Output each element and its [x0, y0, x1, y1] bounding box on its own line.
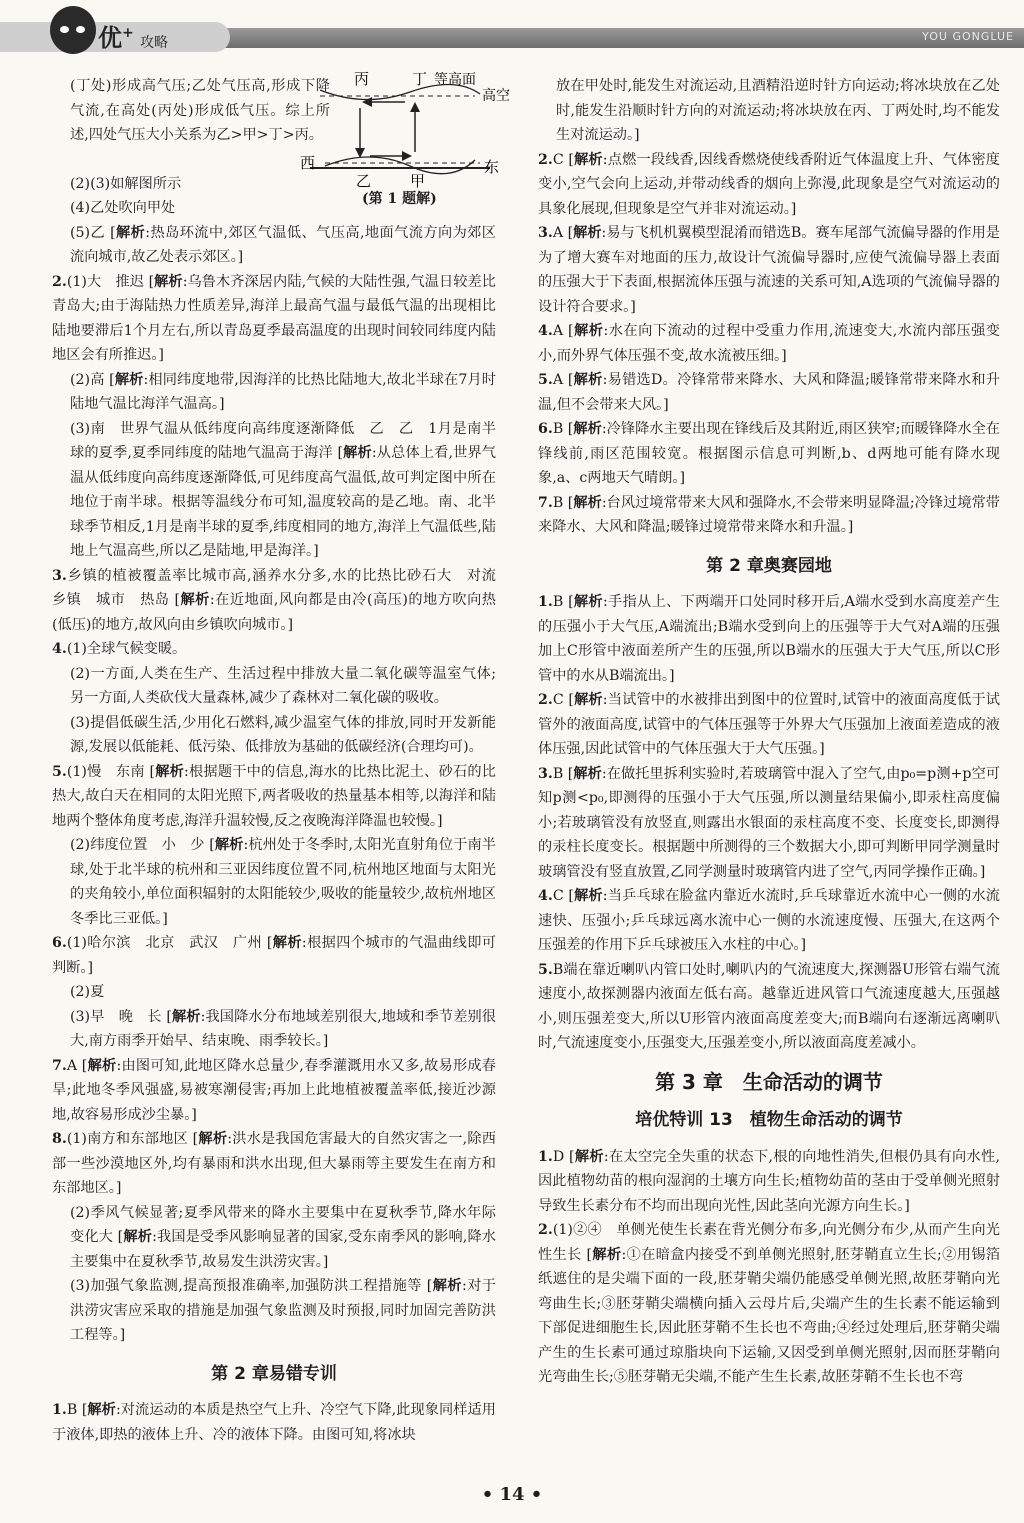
page-number: • 14 •: [481, 1484, 543, 1505]
special-q1: 1.D [解析:在太空完全失重的状态下,根的向地性消失,但根仍具有向水性,因此植物幼苗的根向湿润的土壤方向生长;植物幼苗的茎由于受单侧光照射导致生长素分布不均而出现向光性,因此茎向光源方向生长。]: [538, 1148, 1000, 1214]
q6-part2: (2)夏: [70, 984, 105, 1000]
q1-part5: (5)乙 [解析:热岛环流中,郊区气温低、气压高,地面气流方向为郊区流向城市,故乙处表示郊区。]: [70, 224, 496, 265]
aosai-q3: 3.B [解析:在做托里拆利实验时,若玻璃管中混入了空气,由p₀=p测+p空可知p测<p₀,即测得的压强小于大气压强,所以测量结果偏小,即汞柱高度偏小;若玻璃管没有放竖直,则露出水银面的汞柱高度不变、长度变长,即测得的汞柱长度变长。根据题中所测得的三个数据大小,即可判断甲同学测量时玻璃管没有竖直放置,乙同学测量时玻璃管内进了空气,丙同学操作正确。]: [538, 765, 1000, 880]
q5-part1: 5.(1)慢 东南 [解析:根据题干中的信息,海水的比热比泥土、砂石的比热大,故白天在相同的太阳光照下,两者吸收的热量基本相等,以海洋和陆地两个整体角度考虑,海洋升温较慢,反之夜晚海洋降温也较慢。]: [52, 763, 496, 829]
mascot-icon: [50, 6, 96, 54]
label-east: 东: [484, 158, 500, 176]
label-yi: 乙: [356, 172, 372, 190]
header-band: [150, 28, 1024, 48]
brand-title: 优+: [98, 23, 134, 52]
right-column: [538, 74, 1000, 1390]
yicuo-q5: 5.A [解析:易错选D。冷锋常带来降水、大风和降温;暖锋常带来降水和升温,但不会带来大风。]: [538, 372, 1000, 413]
label-isobar: 等高面: [434, 72, 476, 88]
yicuo-q1-cont: 放在甲处时,能发生对流运动,且酒精沿逆时针方向运动;将冰块放在乙处时,能发生沿顺时针方向的对流运动;将冰块放在丙、丁两处时,均不能发生对流运动。]: [556, 78, 1000, 143]
label-bing: 丙: [354, 70, 370, 88]
q7: 7.A [解析:由图可知,此地区降水总量少,春季灌溉用水又多,故易形成春旱;此地冬季风强盛,易被寒潮侵害;再加上此地植被覆盖率低,接近沙源地,故容易形成沙尘暴。]: [52, 1057, 496, 1123]
section-title-aosai: 第 2 章奥赛园地: [706, 555, 832, 576]
yicuo-q1: 1.B [解析:对流运动的本质是热空气上升、冷空气下降,此现象同样适用于液体,即热的液体上升、冷的液体下降。由图可知,将冰块: [52, 1402, 496, 1443]
brand-suffix: 攻略: [140, 35, 168, 51]
q2-part3: (3)南 世界气温从低纬度向高纬度逐渐降低 乙 乙 1月是南半球的夏季,夏季同纬度的陆地气温高于海洋 [解析:从总体上看,世界气温从低纬度向高纬度逐渐降低,可见纬度高气温低,故可判定图中所在地位于南半球。根据等温线分布可知,温度较高的是乙地。南、北半球季节相反,1月是南半球的夏季,纬度相同的地方,海洋上气温低些,陆地上气温高些,所以乙是陆地,甲是海洋。]: [70, 420, 496, 559]
brand-pinyin: YOU GONGLUE: [922, 30, 1014, 43]
label-ding: 丁: [412, 70, 428, 88]
aosai-q2: 2.C [解析:当试管中的水被排出到图中的位置时,试管中的液面高度低于试管外的液面高度,试管中的气体压强等于外界大气压强加上液面差造成的液体压强,因此试管中的气体压强大于大气压强。]: [538, 692, 1000, 757]
q4-part2: (2)一方面,人类在生产、生活过程中排放大量二氧化碳等温室气体;另一方面,人类砍伐大量森林,减少了森林对二氧化碳的吸收。: [70, 665, 496, 706]
aosai-q5: 5.B端在靠近喇叭内管口处时,喇叭内的气流速度大,探测器U形管右端气流速度小,故探测器内液面左低右高。越靠近进风管口气流速度越大,压强越小,则压强差变大,所以U形管内液面高度差变大;而B端向右逐渐远离喇叭时,气流速度变小,压强变大,压强差变小,所以液面高度差减小。: [538, 961, 1000, 1051]
chapter-title: 第 3 章 生命活动的调节: [655, 1069, 883, 1094]
section-title-13: 培优特训 13 植物生命活动的调节: [635, 1110, 903, 1130]
section-title-yicuo: 第 2 章易错专训: [211, 1363, 337, 1384]
yicuo-q2: 2.C [解析:点燃一段线香,因线香燃烧使线香附近气体温度上升、气体密度变小,空气会向上运动,并带动线香的烟向上弥漫,此现象是空气对流运动的具象化展现,但现象是空气并非对流运动。]: [538, 151, 1000, 217]
yicuo-q6: 6.B [解析:冷锋降水主要出现在锋线后及其附近,雨区狭窄;而暖锋降水全在锋线前,雨区范围较宽。根据图示信息可判断,b、d两地可能有降水现象,a、c两地天气晴朗。]: [538, 421, 1000, 486]
yicuo-q4: 4.A [解析:水在向下流动的过程中受重力作用,流速变大,水流内部压强变小,而外界气体压强不变,故水流被压细。]: [538, 323, 1000, 364]
label-high: 高空: [482, 88, 510, 104]
left-column: [52, 74, 511, 1447]
q6-part3: (3)早 晚 长 [解析:我国降水分布地域差别很大,地域和季节差别很大,南方雨季开始早、结束晚、雨季较长。]: [70, 1008, 496, 1049]
yicuo-q7: 7.B [解析:台风过境常带来大风和强降水,不会带来明显降温;冷锋过境常带来降水、大风和降温;暖锋过境常带来降水和升温。]: [538, 494, 1000, 535]
q1-part1: (丁处)形成高气压;乙处气压高,形成下降气流,在高处(丙处)形成低气压。综上所述,四处气压大小关系为乙>甲>丁>丙。: [70, 78, 330, 143]
yicuo-q3: 3.A [解析:易与飞机机翼模型混淆而错选B。赛车尾部气流偏导器的作用是为了增大赛车对地面的压力,故设计气流偏导器时,应使气流偏导器上表面的压强大于下表面,根据流体压强与流速的关系可知,A选项的气流偏导器的设计符合要求。]: [538, 225, 1000, 315]
q4-part1: 4.(1)全球气候变暖。: [52, 641, 187, 657]
q3: 3.乡镇的植被覆盖率比城市高,涵养水分多,水的比热比砂石大 对流 乡镇 城市 热岛 [解析:在近地面,风向都是由冷(高压)的地方吹向热(低压)的地方,故风向由乡镇吹向城市。]: [52, 567, 511, 633]
q5-part2: (2)纬度位置 小 少 [解析:杭州处于冬季时,太阳光直射角位于南半球,处于北半球的杭州和三亚因纬度位置不同,杭州地区地面与太阳光的夹角较小,单位面积辐射的太阳能较少,吸收的能量较少,故杭州地区冬季比三亚低。]: [70, 837, 496, 927]
q8-part3: (3)加强气象监测,提高预报准确率,加强防洪工程措施等 [解析:对于洪涝灾害应采取的措施是加强气象监测及时预报,同时加固完善防洪工程等。]: [70, 1278, 496, 1343]
label-jia: 甲: [410, 172, 426, 190]
q8-part2: (2)季风气候显著;夏季风带来的降水主要集中在夏秋季节,降水年际变化大 [解析:我国是受季风影响显著的国家,受东南季风的影响,降水主要集中在夏秋季节,故易发生洪涝灾害。]: [70, 1204, 496, 1270]
aosai-q1: 1.B [解析:手指从上、下两端开口处同时移开后,A端水受到水高度差产生的压强小于大气压,A端流出;B端水受到向上的压强等于大气对A端的压强加上C形管中液面差所产生的压强,所以B端水的压强大于大气压,所以C形管中的水从B端流出。]: [538, 594, 1000, 684]
mascot-eye-right: [76, 26, 85, 33]
special-q2: 2.(1)②④ 单侧光使生长素在背光侧分布多,向光侧分布少,从而产生向光性生长 [解析:①在暗盒内接受不到单侧光照射,胚芽鞘直立生长;②用锡箔纸遮住的是尖端下面的一段,胚芽鞘尖端仍能感受单侧光照,故胚芽鞘向光弯曲生长;③胚芽鞘尖端横向插入云母片后,尖端产生的生长素不能运输到下部促进细胞生长,因此胚芽鞘不生长也不弯曲;④经过处理后,胚芽鞘尖端产生的生长素可通过琼脂块向下运输,又因受到单侧光照射,因而胚芽鞘向光弯曲生长;⑤胚芽鞘无尖端,不能产生生长素,故胚芽鞘不生长也不弯: [538, 1222, 1001, 1385]
aosai-q4: 4.C [解析:当乒乓球在脸盆内靠近水流时,乒乓球靠近水流中心一侧的水流速快、压强小;乒乓球远离水流中心一侧的水流速度慢、压强大,在这两个压强差的作用下乒乓球被压入水柱的中心。]: [538, 888, 1000, 953]
page-header: [0, 0, 1024, 62]
q1-part2: (2)(3)如解图所示: [70, 175, 182, 192]
q1-part4: (4)乙处吹向甲处: [70, 200, 176, 216]
q4-part3: (3)提倡低碳生活,少用化石燃料,减少温室气体的排放,同时开发新能源,发展以低能耗、低污染、低排放为基础的低碳经济(合理均可)。: [70, 714, 496, 755]
mascot-eye-left: [60, 26, 69, 33]
q8-part1: 8.(1)南方和东部地区 [解析:洪水是我国危害最大的自然灾害之一,除西部一些沙漠地区外,均有暴雨和洪水出现,但大暴雨等主要发生在南方和东部地区。]: [52, 1131, 496, 1196]
figure-caption: (第 1 题解): [362, 191, 437, 207]
q6-part1: 6.(1)哈尔滨 北京 武汉 广州 [解析:根据四个城市的气温曲线即可判断。]: [52, 935, 496, 976]
q2-part1: 2.(1)大 推迟 [解析:乌鲁木齐深居内陆,气候的大陆性强,气温日较差比青岛大;由于海陆热力性质差异,海洋上最高气温与最低气温的出现相比陆地要滞后1个月左右,所以青岛夏季最高温度的出现时间较同纬度内陆地区会有所推迟。]: [52, 273, 496, 363]
label-west: 西: [300, 154, 316, 172]
q2-part2: (2)高 [解析:相同纬度地带,因海洋的比热比陆地大,故北半球在7月时陆地气温比海洋气温高。]: [70, 371, 496, 412]
